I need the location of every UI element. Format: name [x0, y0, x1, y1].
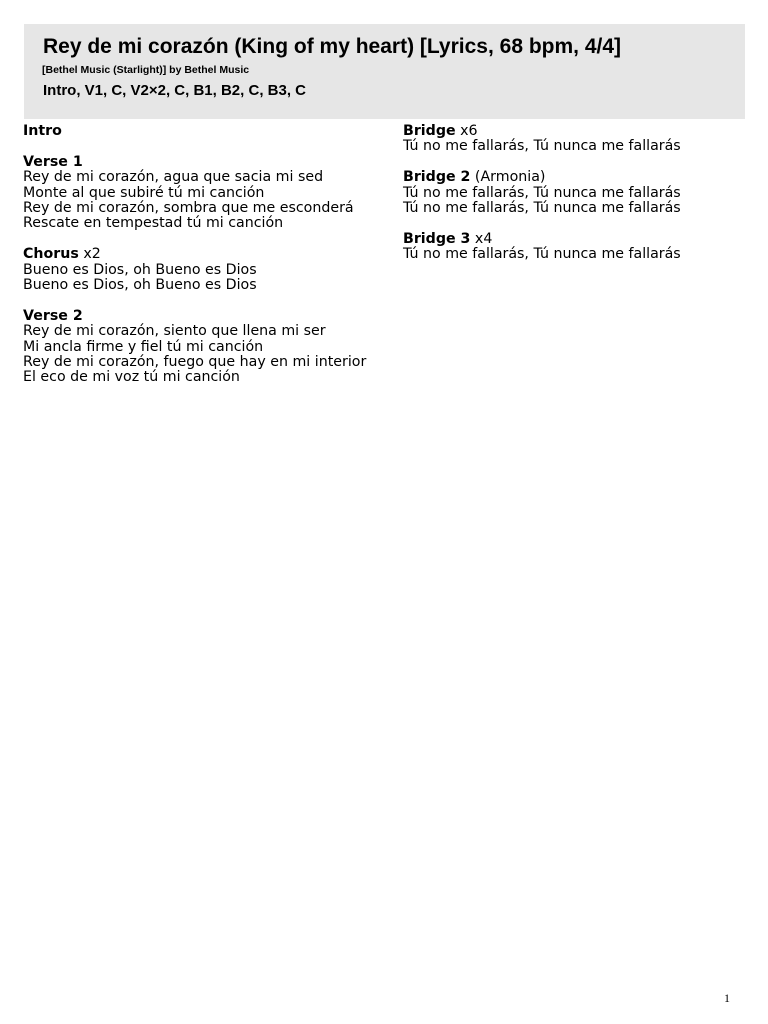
lyric-line: Tú no me fallarás, Tú nunca me fallarás [403, 246, 681, 263]
section-name: Verse 1 [23, 153, 83, 170]
section-heading [23, 124, 373, 139]
section-heading [403, 232, 753, 247]
song-header [24, 24, 745, 119]
lyric-line: Tú no me fallarás, Tú nunca me fallarás [403, 200, 681, 217]
section-name: Verse 2 [23, 307, 83, 324]
lyrics-section [23, 124, 373, 139]
section-heading [23, 247, 373, 262]
section-note: x2 [78, 246, 101, 263]
lyric-line: Tú no me fallarás, Tú nunca me fallarás [403, 184, 681, 201]
lyrics-column-right [403, 124, 753, 278]
lyric-line: Rescate en tempestad tú mi canción [23, 215, 284, 232]
lyric-line: Rey de mi corazón, fuego que hay en mi interior [23, 354, 367, 371]
page-number: 1 [724, 991, 730, 1005]
lyrics-column-left [23, 124, 373, 401]
lyric-line: Mi ancla firme y fiel tú mi canción [23, 338, 264, 355]
lyric-line: El eco de mi voz tú mi canción [23, 369, 240, 386]
lyrics-section [23, 247, 373, 293]
lyric-line: Bueno es Dios, oh Bueno es Dios [23, 277, 257, 294]
lyric-line: Bueno es Dios, oh Bueno es Dios [23, 261, 257, 278]
section-note: x4 [470, 230, 493, 247]
lyrics-section [23, 309, 373, 386]
lyric-line: Rey de mi corazón, sombra que me esconderá [23, 200, 354, 217]
lyrics-section [403, 170, 753, 216]
lyric-line: Tú no me fallarás, Tú nunca me fallarás [403, 138, 681, 155]
lyric-line: Monte al que subiré tú mi canción [23, 184, 265, 201]
lyric-line: Rey de mi corazón, siento que llena mi ser [23, 323, 326, 340]
section-name: Bridge [403, 123, 456, 139]
section-heading [403, 170, 753, 185]
section-name: Intro [23, 123, 62, 139]
section-heading [403, 124, 753, 139]
section-note: x6 [455, 123, 478, 139]
song-order: Intro, V1, C, V2×2, C, B1, B2, C, B3, C [43, 82, 306, 99]
lyrics-section [23, 155, 373, 232]
song-title: Rey de mi corazón (King of my heart) [Lyrics, 68 bpm, 4/4] [43, 35, 622, 58]
lyric-line: Rey de mi corazón, agua que sacia mi sed [23, 169, 324, 186]
section-heading [23, 309, 373, 324]
lyrics-section [403, 232, 753, 263]
section-heading [23, 155, 373, 170]
section-name: Bridge 3 [403, 230, 471, 247]
song-byline: [Bethel Music (Starlight)] by Bethel Music [42, 64, 250, 76]
section-name: Chorus [23, 246, 79, 263]
section-note: (Armonia) [470, 169, 546, 186]
section-name: Bridge 2 [403, 169, 471, 186]
lyrics-section [403, 124, 753, 155]
